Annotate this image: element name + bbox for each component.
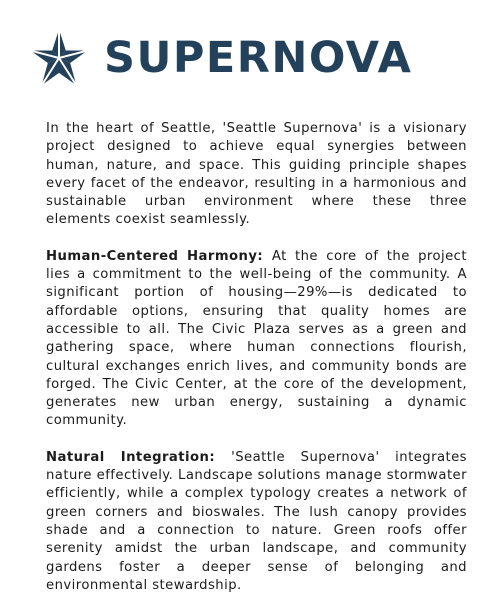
natural-integration-paragraph: [46, 449, 467, 595]
brand-name: SUPERNOVA: [104, 32, 413, 83]
article-body: [46, 120, 467, 613]
intro-paragraph: [46, 120, 467, 230]
human-centered-paragraph: [46, 248, 467, 431]
natural-integration-heading: Natural Integration:: [46, 449, 232, 465]
star-logo-icon: [28, 27, 90, 89]
header: [28, 24, 412, 92]
human-centered-text: At the core of the project lies a commitment to the well-being of the community. A significant portion of housing—29%—is dedicated to affordable options, ensuring that quality homes are accessible to all. The Civic Plaza serves as a green and gathering space, where human connections flourish, cultural exchanges enrich lives, and community bonds are forged. The Civic Center, at the core of the development, generates new urban energy, sustaining a dynamic community.: [46, 248, 467, 429]
intro-text: In the heart of Seattle, 'Seattle Supernova' is a visionary project designed to achieve equal synergies between human, nature, and space. This guiding principle shapes every facet of the endeavor, resulting in a harmonious and sustainable urban environment where these three elements coexist seamlessly.: [46, 121, 467, 228]
human-centered-heading: Human-Centered Harmony:: [46, 248, 272, 264]
natural-integration-text: 'Seattle Supernova' integrates nature effectively. Landscape solutions manage stormwater efficiently, while a complex typology creates a network of green corners and bioswales. The lush canopy provides shade and a connection to nature. Green roofs offer serenity amidst the urban landscape, and community gardens foster a deeper sense of belonging and environmental stewardship.: [46, 449, 467, 593]
